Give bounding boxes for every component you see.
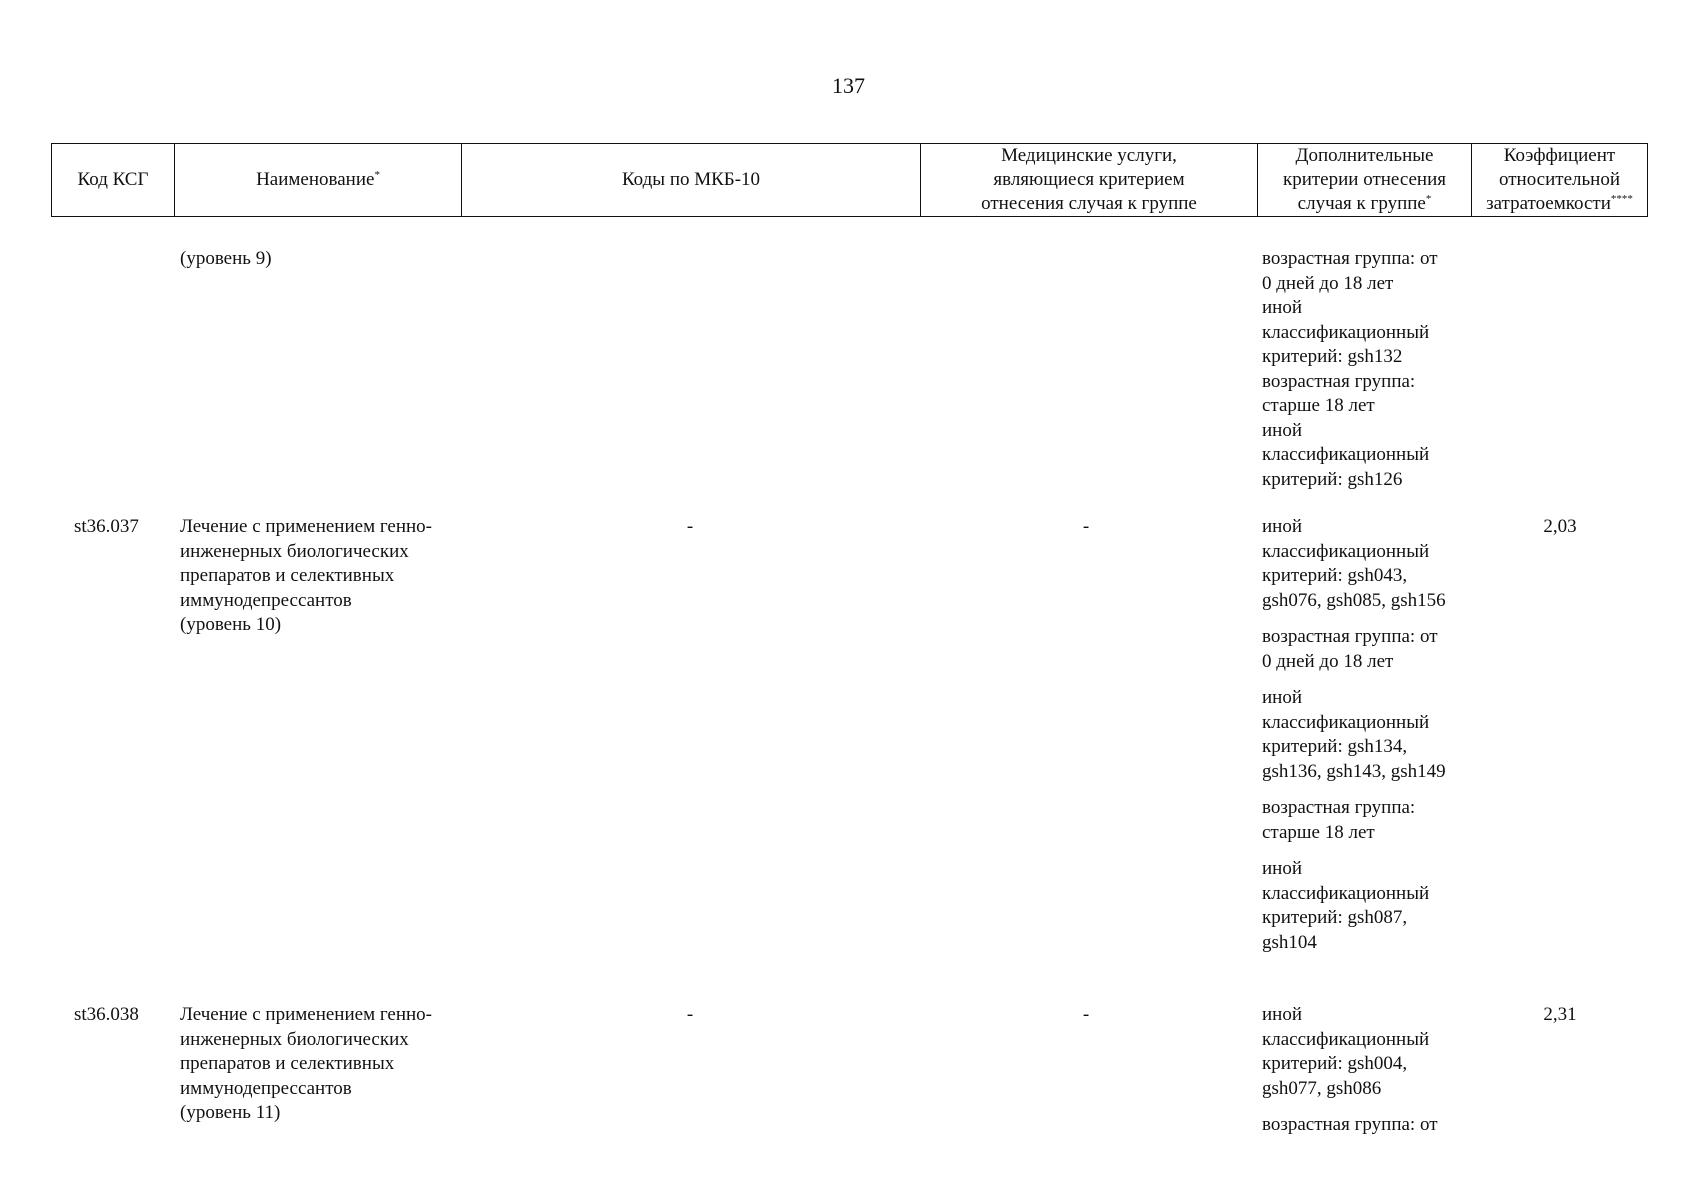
header-code: Код КСГ — [52, 144, 175, 217]
header-additional: Дополнительные критерии отнесения случая к группе* — [1258, 144, 1472, 217]
row-name: Лечение с применением генно- инженерных биологических препаратов и селективных иммунодепрессантов (уровень 11) — [180, 1004, 432, 1123]
row-code: st36.037 — [74, 516, 139, 537]
row-code: st36.038 — [74, 1004, 139, 1025]
row-services: - — [1082, 516, 1090, 537]
row-mkb: - — [686, 1004, 694, 1025]
row-coef: 2,31 — [1543, 1004, 1577, 1025]
row-criteria-block: возрастная группа: от 0 дней до 18 лет иной классификационный критерий: gsh132 возрастная группа: старше 18 лет иной классификационный критерий: gsh126 — [1262, 248, 1438, 490]
row-criteria-block: иной классификационный критерий: gsh134, gsh136, gsh143, gsh149 — [1262, 687, 1446, 782]
header-name: Наименование* — [175, 144, 462, 217]
header-mkb: Коды по МКБ-10 — [462, 144, 921, 217]
header-coef: Коэффициент относительной затратоемкости**** — [1472, 144, 1648, 217]
row-criteria-block: иной классификационный критерий: gsh043, gsh076, gsh085, gsh156 — [1262, 516, 1446, 611]
row-name: (уровень 9) — [180, 248, 272, 269]
header-services: Медицинские услуги, являющиеся критерием отнесения случая к группе — [921, 144, 1258, 217]
row-coef: 2,03 — [1543, 516, 1577, 537]
row-services: - — [1082, 1004, 1090, 1025]
row-mkb: - — [686, 516, 694, 537]
row-criteria-block: возрастная группа: от 0 дней до 18 лет — [1262, 626, 1438, 672]
page-number: 137 — [832, 73, 865, 98]
row-criteria-block: возрастная группа: от — [1262, 1114, 1438, 1135]
row-criteria-block: иной классификационный критерий: gsh004, gsh077, gsh086 — [1262, 1004, 1430, 1099]
row-criteria-block: иной классификационный критерий: gsh087, gsh104 — [1262, 858, 1430, 953]
row-criteria-block: возрастная группа: старше 18 лет — [1262, 797, 1416, 843]
table-header — [51, 143, 1648, 217]
row-name: Лечение с применением генно- инженерных биологических препаратов и селективных иммунодепрессантов (уровень 10) — [180, 516, 432, 635]
